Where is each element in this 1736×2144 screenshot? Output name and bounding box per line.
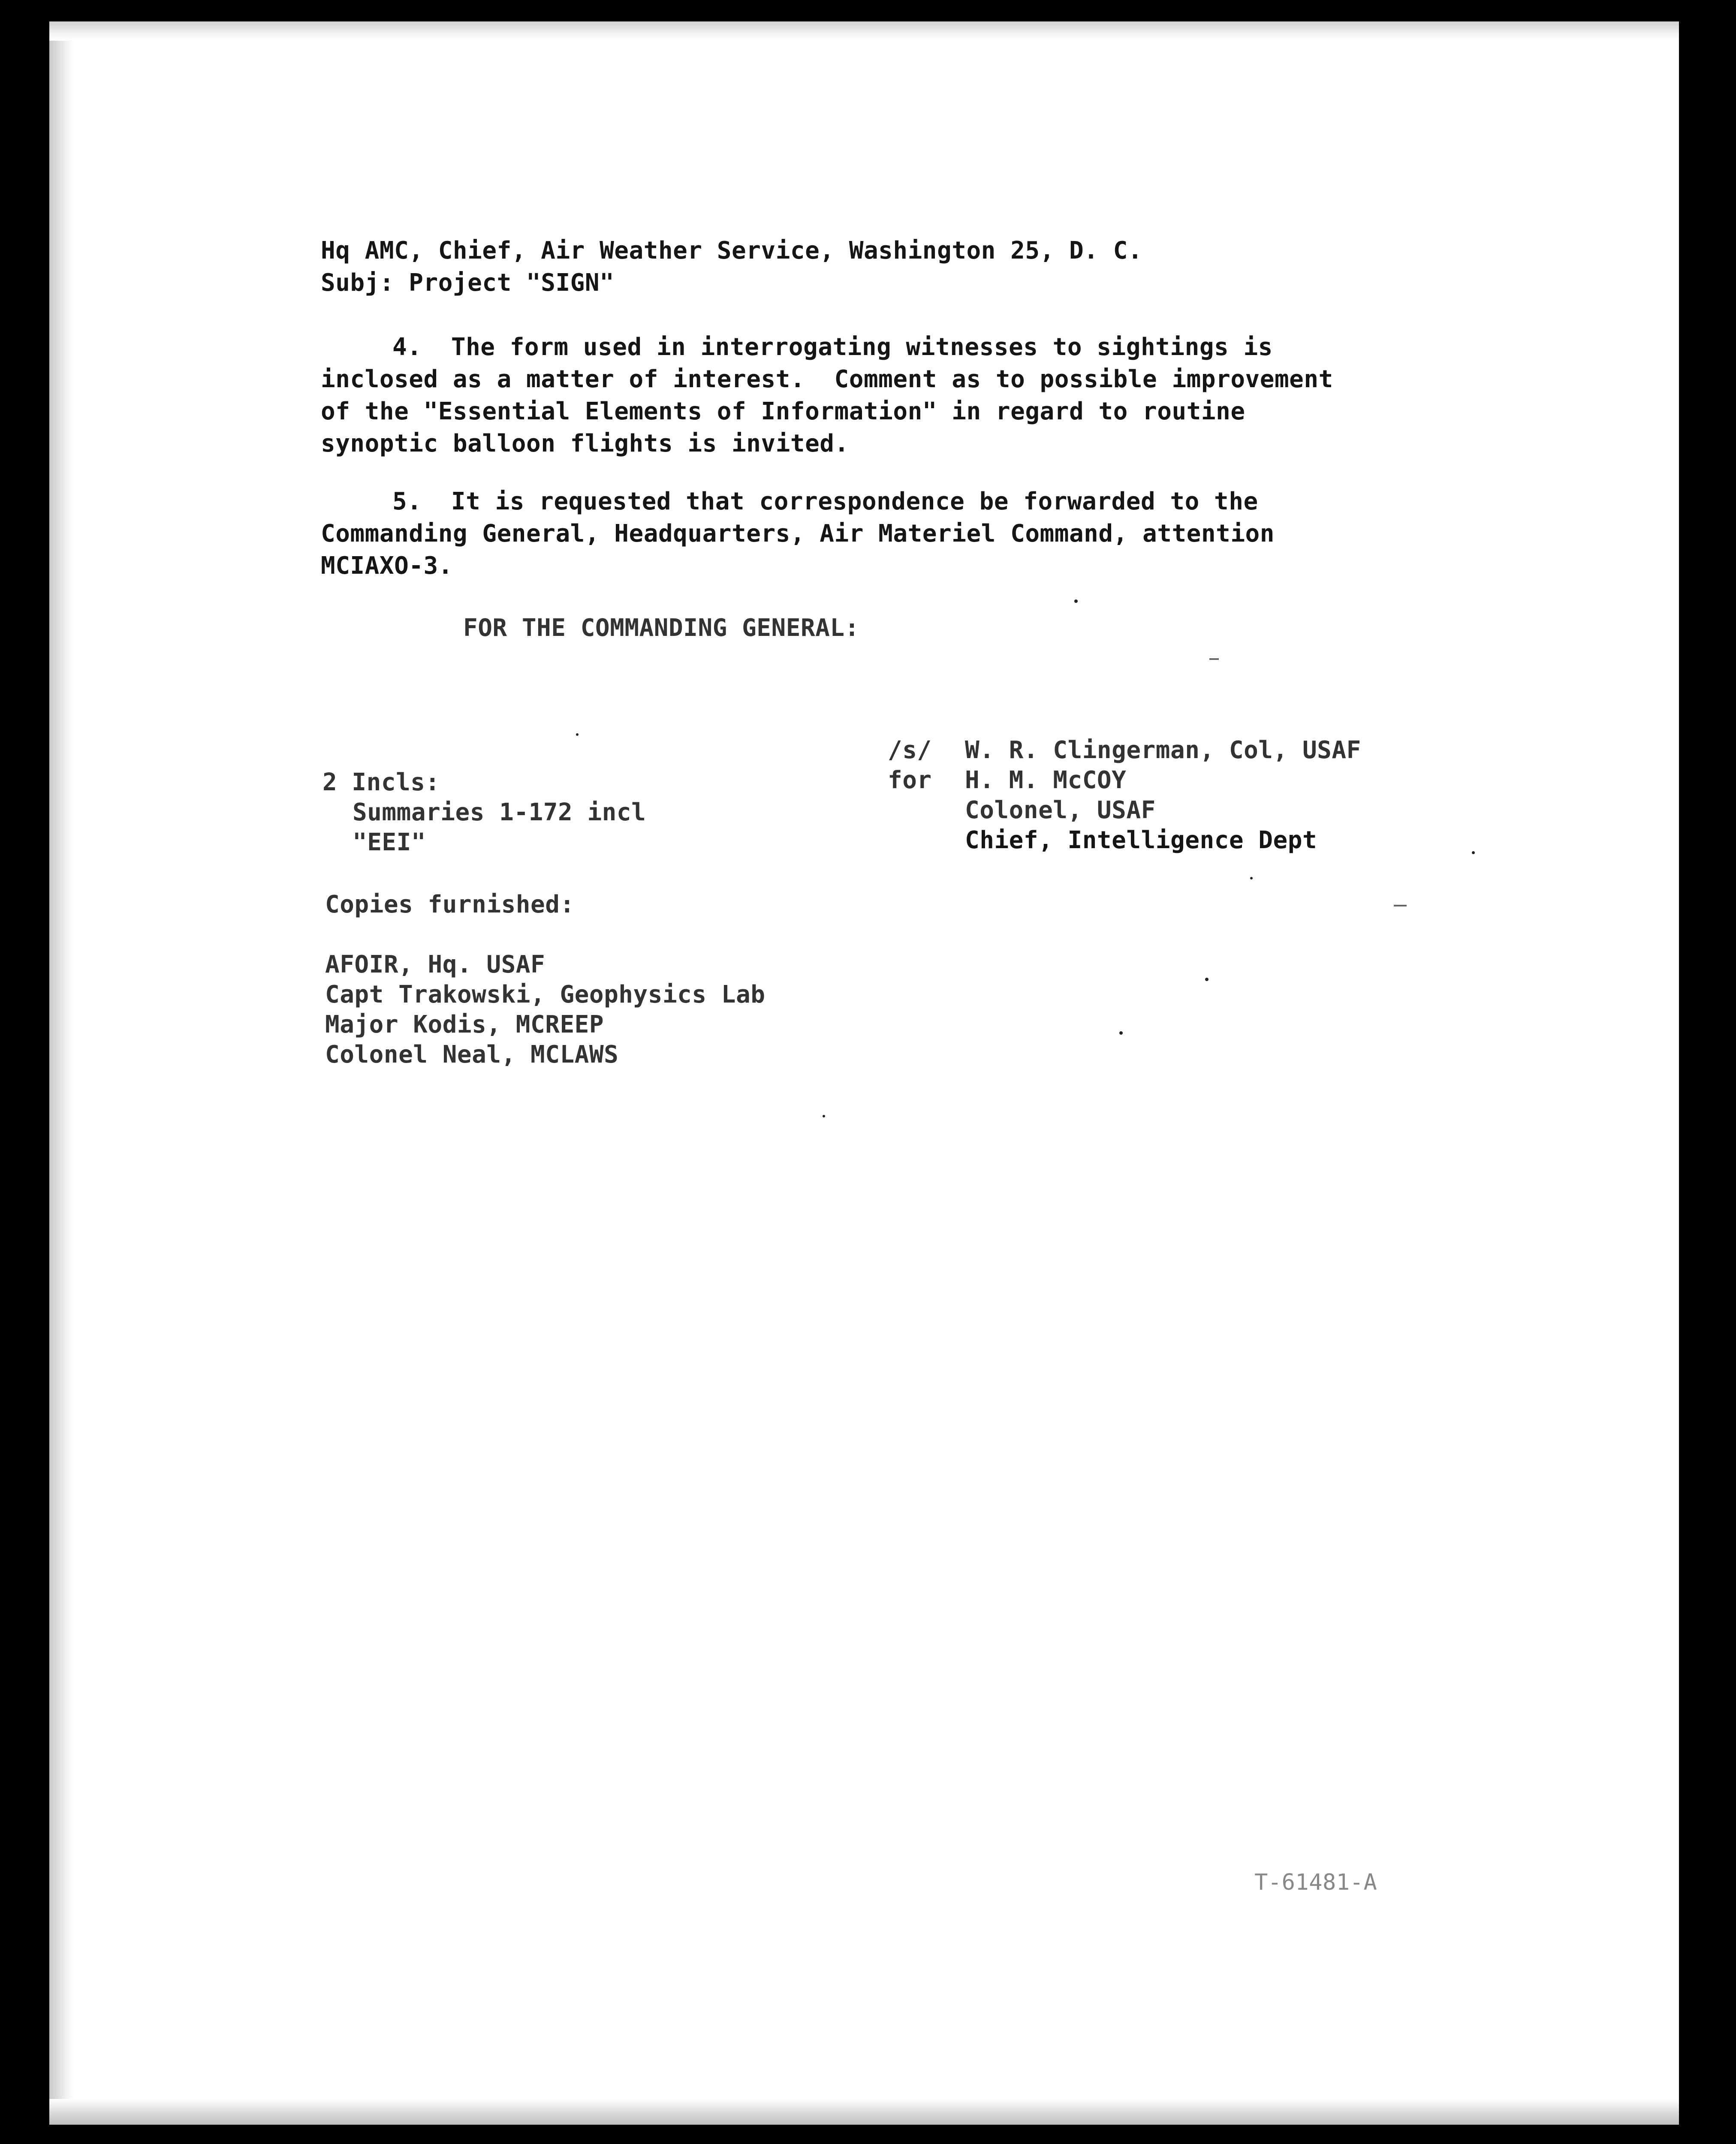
signature-line-4: Chief, Intelligence Dept [965,826,1317,854]
scan-speck [1119,1031,1123,1035]
signature-slash-s: /s/ [888,736,932,764]
scan-speck [1250,877,1253,879]
paragraph-4-line-2: inclosed as a matter of interest. Comment as to possible improvement [321,365,1333,393]
scan-speck [1074,599,1078,603]
paragraph-5-line-2: Commanding General, Headquarters, Air Materiel Command, attention [321,520,1275,548]
inclosure-item-2: "EEI" [353,828,426,856]
paragraph-4-line-1: 4. The form used in interrogating witnesses to sightings is [392,333,1273,361]
closing-line: FOR THE COMMANDING GENERAL: [463,614,859,642]
paragraph-5-line-1: 5. It is requested that correspondence be forwarded to the [392,488,1258,515]
file-number: T-61481-A [1254,1870,1377,1895]
scan-mark [1209,658,1219,660]
copies-item-2: Capt Trakowski, Geophysics Lab [325,981,766,1009]
inclosure-item-1: Summaries 1-172 incl [353,798,646,826]
copies-heading: Copies furnished: [325,891,575,918]
scan-mark [1394,905,1407,906]
paragraph-5-line-3: MCIAXO-3. [321,552,453,580]
header-routing-line: Hq AMC, Chief, Air Weather Service, Washington 25, D. C. [321,237,1143,265]
scan-speck [823,1115,825,1117]
signature-line-3: Colonel, USAF [965,796,1156,824]
scan-speck [1472,851,1475,854]
signature-line-2: H. M. McCOY [965,766,1127,794]
scan-speck [1205,978,1209,981]
signature-line-1: W. R. Clingerman, Col, USAF [965,736,1361,764]
paragraph-4-line-4: synoptic balloon flights is invited. [321,430,849,458]
copies-item-3: Major Kodis, MCREEP [325,1011,604,1039]
header-subject-line: Subj: Project "SIGN" [321,269,615,297]
paragraph-4-line-3: of the "Essential Elements of Information" in regard to routine [321,397,1245,425]
signature-for: for [888,766,932,794]
scan-speck [576,733,579,736]
inclosures-heading: 2 Incls: [322,768,440,796]
copies-item-1: AFOIR, Hq. USAF [325,951,546,979]
copies-item-4: Colonel Neal, MCLAWS [325,1041,619,1069]
